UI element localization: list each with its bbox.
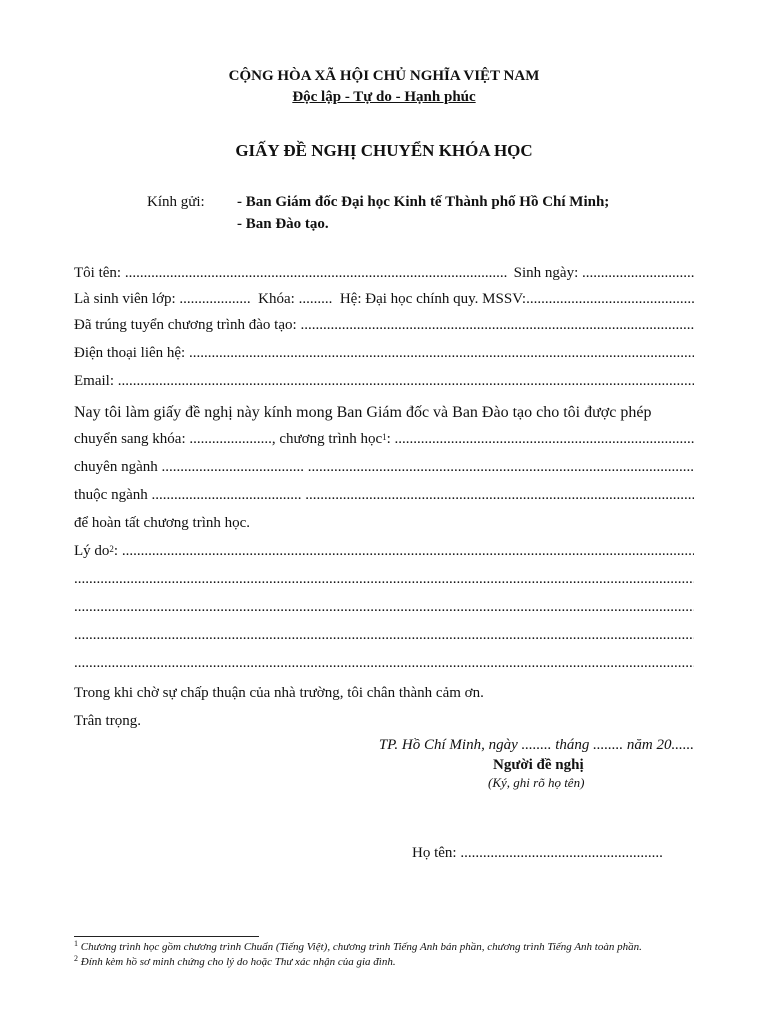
footnote-2-mark: 2 [74,954,78,963]
footnote-2-text: Đính kèm hồ sơ minh chứng cho lý do hoặc Thư xác nhận của gia đình. [78,956,396,968]
major-label: chuyên ngành [74,459,162,475]
dob-field[interactable] [582,265,694,282]
footnote-ref-2: 2 [109,544,114,554]
request-line [74,396,694,422]
complete-text: để hoàn tất chương trình học. [74,515,251,531]
major-field[interactable]: ...................................... [161,459,304,475]
sign-note: (Ký, ghi rõ họ tên) [488,775,585,790]
reason-field-2[interactable] [74,571,694,588]
recipient-1: - Ban Giám đốc Đại học Kinh tế Thành phố Hồ Chí Minh; [237,194,610,210]
phone-field[interactable] [189,345,694,362]
name-label: Tôi tên: [74,265,125,281]
email-line [74,368,694,390]
dob-label: Sinh ngày: [513,265,582,281]
footnote-2 [74,956,396,968]
motto-text: Độc lập - Tự do - Hạnh phúc [292,89,476,105]
major-line [74,454,694,476]
field-field[interactable]: ........................................ [151,487,302,503]
reason-field[interactable] [122,543,694,560]
transfer-label: chuyển sang khóa: [74,431,190,447]
transfer-line: chuyển sang khóa: ...................... , chương trình học 1 : ..... [74,426,694,448]
fullname-field[interactable]: ...................................................... [460,845,663,861]
reason-line: Lý do 2 : ..... [74,538,694,560]
class-label: Là sinh viên lớp: [74,291,180,307]
program-field[interactable] [300,317,694,334]
field-label: thuộc ngành [74,487,152,503]
reason-line-5 [74,650,694,672]
reason-field-3[interactable] [74,599,694,616]
program-line [74,312,694,334]
major-field-2[interactable] [308,459,694,476]
recipients-label: Kính gửi: [147,194,205,210]
thanks-line [74,678,694,702]
signer-title: Người đề nghị [493,757,584,773]
reason-field-4[interactable] [74,627,694,644]
thanks-text: Trong khi chờ sự chấp thuận của nhà trường, tôi chân thành cảm ơn. [74,685,484,701]
fullname-line [412,845,663,862]
reason-line-3 [74,594,694,616]
country-heading: CỘNG HÒA XÃ HỘI CHỦ NGHĨA VIỆT NAM [228,68,540,84]
fullname-label: Họ tên: [412,845,461,861]
reason-line-2 [74,566,694,588]
footnote-1-text: Chương trình học gồm chương trình Chuẩn (Tiếng Việt), chương trình Tiếng Anh bán phần, chương trình Tiếng Anh toàn phần. [78,941,642,953]
field-line [74,482,694,504]
name-field[interactable] [125,265,508,282]
email-label: Email: [74,373,118,389]
transfer-field[interactable]: ...................... [189,431,272,447]
footnote-1-mark: 1 [74,939,78,948]
motto-heading [0,89,768,106]
student-id-field[interactable] [526,291,694,308]
page-title: GIẤY ĐỀ NGHỊ CHUYỂN KHÓA HỌC [235,141,533,160]
field-field-2[interactable] [305,487,694,504]
phone-line [74,340,694,362]
reason-field-5[interactable] [74,655,694,672]
class-field[interactable]: ................... [179,291,251,307]
place-date: TP. Hồ Chí Minh, ngày ........ tháng ........ năm 20...... [378,737,694,753]
reason-label: Lý do [74,543,110,559]
phone-label: Điện thoại liên hệ: [74,345,189,361]
footnote-ref-1: 1 [382,432,387,442]
complete-line [74,510,694,532]
reason-line-4 [74,622,694,644]
request-text: Nay tôi làm giấy đề nghị này kính mong Ban Giám đốc và Ban Đào tạo cho tôi được phép [74,404,652,421]
program-to-field[interactable] [395,431,694,448]
footnote-divider [74,936,259,937]
regards-line [74,706,694,730]
email-field[interactable] [118,373,694,390]
footnote-1 [74,941,642,953]
course-label: Khóa: [258,291,299,307]
regards-text: Trân trọng. [74,713,141,729]
recipient-2: - Ban Đào tạo. [237,216,329,232]
name-line [74,260,694,282]
program-label: Đã trúng tuyển chương trình đào tạo: [74,317,301,333]
program-to-label: , chương trình học [271,431,383,447]
course-field[interactable]: ......... [298,291,333,307]
system-label: Hệ: Đại học chính quy. MSSV: [339,291,527,307]
class-line [74,286,694,308]
